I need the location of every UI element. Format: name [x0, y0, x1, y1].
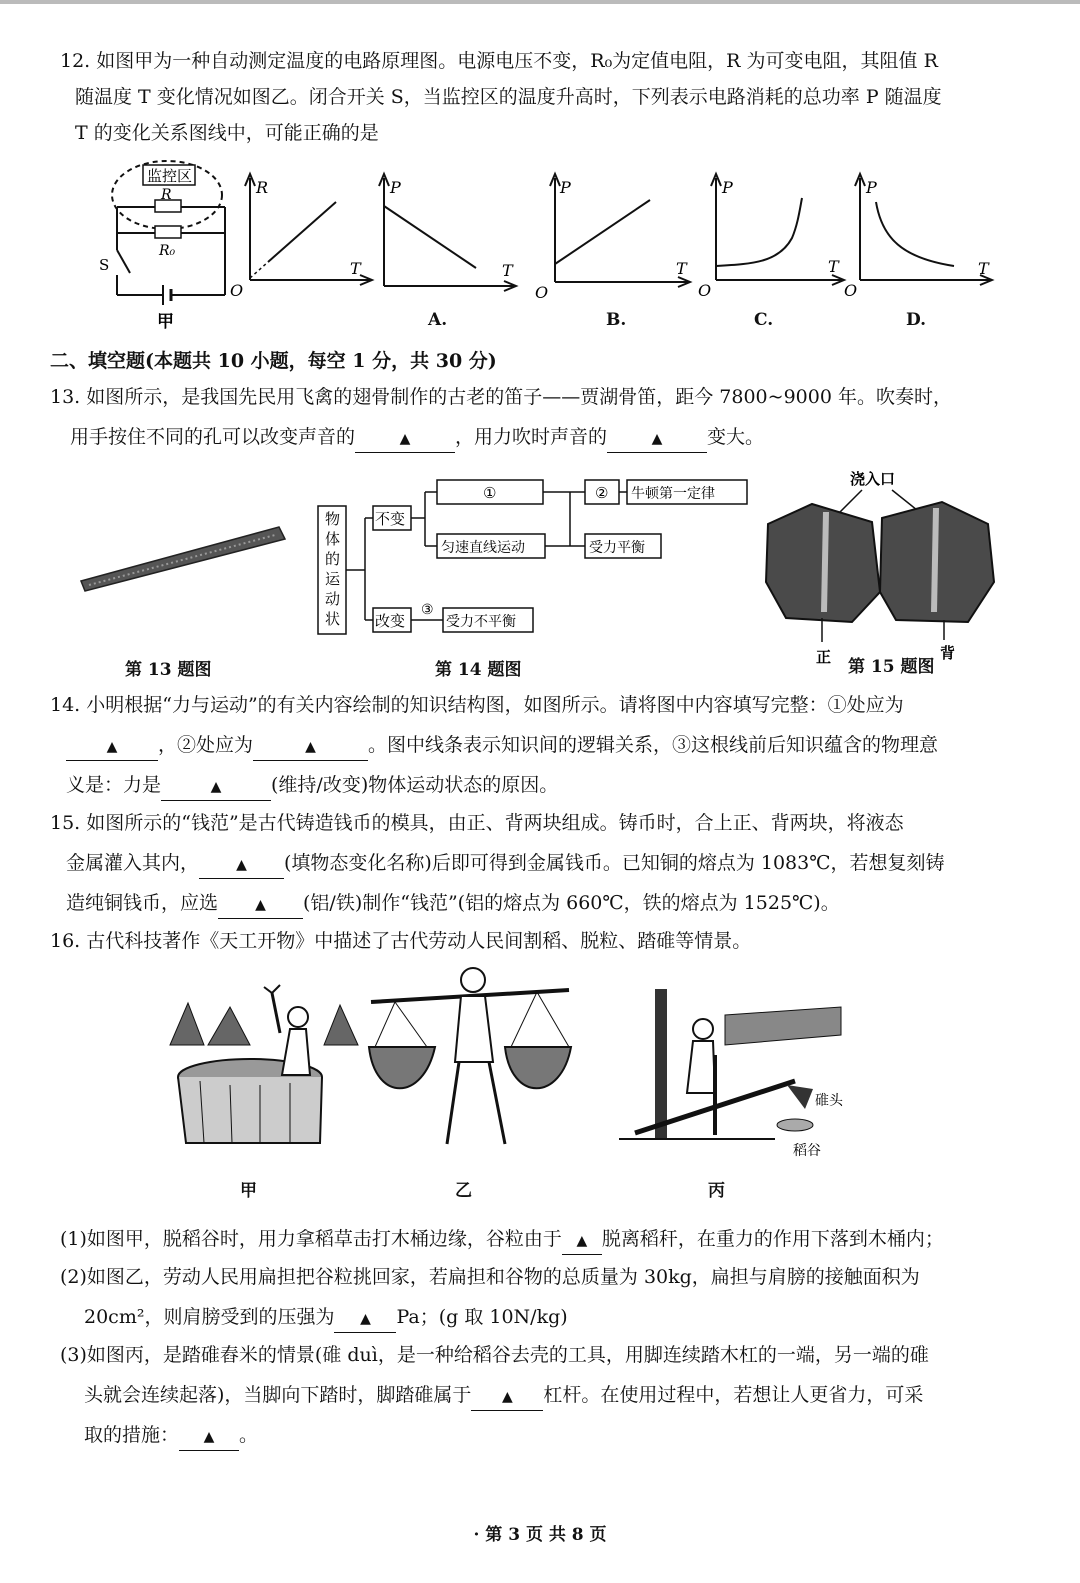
q15-line3: 造纯铜钱币，应选 ▲ (铝/铁)制作“钱范”(铝的熔点为 660℃，铁的熔点为 1525℃)。 [66, 890, 1028, 919]
graph-option-a [372, 168, 522, 298]
q16-p3-line1: (3)如图丙，是踏碓舂米的情景(碓 duì，是一种给稻谷去壳的工具，用脚连续踏木杠的一端，另一端的碓 [60, 1344, 929, 1366]
q15-line1: 15. 如图所示的“钱范”是古代铸造钱币的模具，由正、背两块组成。铸币时，合上正、背两块，将液态 [50, 812, 904, 834]
answer-blank[interactable]: ▲ [607, 424, 707, 453]
q16-p2-line1: (2)如图乙，劳动人民用扁担把谷粒挑回家，若扁担和谷物的总质量为 30kg，扁担与肩膀的接触面积为 [60, 1266, 920, 1288]
svg-text:O: O [844, 281, 858, 300]
svg-text:正: 正 [816, 648, 832, 666]
svg-text:O: O [698, 281, 712, 300]
answer-blank[interactable]: ▲ [179, 1422, 239, 1451]
q14-line3: 义是：力是 ▲ (维持/改变)物体运动状态的原因。 [66, 772, 1028, 801]
option-b-label: B. [606, 310, 627, 330]
answer-blank[interactable]: ▲ [66, 732, 158, 761]
q12-line2: 随温度 T 变化情况如图乙。闭合开关 S，当监控区的温度升高时，下列表示电路消耗的总功率 P 随温度 [75, 86, 942, 108]
svg-text:P: P [560, 178, 571, 197]
root-ch6: 状 [325, 610, 341, 628]
circuit-diagram [95, 155, 240, 330]
svg-text:T: T [676, 259, 687, 278]
answer-blank[interactable]: ▲ [355, 424, 455, 453]
knowledge-structure-diagram [315, 470, 755, 640]
fig-jia-label: 甲 [240, 1181, 257, 1201]
section-title: 二、填空题(本题共 10 小题，每空 1 分，共 30 分) [50, 350, 497, 372]
q15-line2: 金属灌入其内， ▲ (填物态变化名称)后即可得到金属钱币。已知铜的熔点为 1083℃，若想复刻铸 [66, 850, 1028, 879]
root-ch5: 动 [325, 590, 341, 608]
r0-label: R₀ [159, 243, 176, 259]
root-ch4: 运 [325, 570, 341, 588]
option-a-label: A. [428, 310, 448, 330]
svg-text:O: O [230, 281, 244, 300]
svg-text:R: R [256, 178, 269, 197]
svg-text:T: T [350, 259, 361, 278]
svg-text:O: O [535, 283, 549, 302]
coin-mold-image [762, 462, 1002, 672]
q16-p3-line3: 取的措施： ▲ 。 [84, 1422, 1028, 1451]
answer-blank[interactable]: ▲ [199, 850, 284, 879]
svg-text:匀速直线运动: 匀速直线运动 [441, 540, 525, 556]
switch-label: S [99, 256, 110, 274]
monitor-label: 监控区 [147, 167, 193, 185]
q16-p2-line2: 20cm²，则肩膀受到的压强为 ▲ Pa；(g 取 10N/kg) [84, 1304, 1028, 1333]
svg-text:稻谷: 稻谷 [793, 1143, 821, 1159]
q16-p1: (1)如图甲，脱稻谷时，用力拿稻草击打木桶边缘，谷粒由于 ▲ 脱离稻秆，在重力的作用下落到木桶内； [60, 1226, 1028, 1255]
q15-caption: 第 15 题图 [848, 657, 935, 677]
svg-text:T: T [828, 257, 839, 276]
svg-text:P: P [390, 178, 401, 197]
root-ch3: 的 [325, 550, 341, 568]
circuit-caption: 甲 [157, 312, 174, 332]
root-ch2: 体 [325, 530, 341, 548]
svg-text:碓头: 碓头 [815, 1093, 843, 1109]
q14-line2: ▲ ，②处应为 ▲ 。图中线条表示知识间的逻辑关系，③这根线前后知识蕴含的物理意 [66, 732, 1028, 761]
svg-text:P: P [866, 178, 877, 197]
svg-text:②: ② [595, 484, 609, 502]
q13-line2: 用手按住不同的孔可以改变声音的 ▲ ，用力吹时声音的 ▲ 变大。 [70, 424, 1028, 453]
svg-text:①: ① [483, 484, 497, 502]
top-border [0, 0, 1080, 4]
q13-line1: 13. 如图所示，是我国先民用飞禽的翅骨制作的古老的笛子——贾湖骨笛，距今 7800~9000 年。吹奏时， [50, 386, 952, 408]
svg-text:受力不平衡: 受力不平衡 [446, 614, 516, 630]
answer-blank[interactable]: ▲ [253, 732, 368, 761]
root-ch1: 物 [325, 510, 341, 528]
graph-option-b [530, 168, 690, 302]
q12-line1: 12. 如图甲为一种自动测定温度的电路原理图。电源电压不变，R₀为定值电阻，R 为可变电阻，其阻值 R [60, 50, 938, 72]
svg-text:③: ③ [421, 602, 434, 618]
page-footer: · 第 3 页 共 8 页 [473, 1525, 607, 1545]
svg-text:T: T [502, 261, 513, 280]
answer-blank[interactable]: ▲ [562, 1226, 602, 1255]
svg-text:T: T [978, 259, 989, 278]
answer-blank[interactable]: ▲ [471, 1382, 543, 1411]
q16-line1: 16. 古代科技著作《天工开物》中描述了古代劳动人民间割稻、脱粒、踏碓等情景。 [50, 930, 752, 952]
q13-caption: 第 13 题图 [125, 660, 212, 680]
bone-flute-image [75, 515, 290, 595]
carrying-pole-illustration [365, 962, 575, 1162]
answer-blank[interactable]: ▲ [161, 772, 271, 801]
q12-line3: T 的变化关系图线中，可能正确的是 [75, 122, 379, 144]
pestle-illustration [615, 985, 855, 1160]
graph-option-c [694, 168, 844, 298]
q16-p3-line2: 头就会连续起落)，当脚向下踏时，脚踏碓属于 ▲ 杠杆。在使用过程中，若想让人更省力，可采 [84, 1382, 1028, 1411]
svg-text:P: P [722, 178, 733, 197]
svg-text:受力平衡: 受力平衡 [589, 540, 645, 556]
fig-bing-label: 丙 [708, 1181, 725, 1201]
graph-R-T [228, 168, 378, 298]
option-d-label: D. [906, 310, 927, 330]
svg-text:牛顿第一定律: 牛顿第一定律 [631, 486, 715, 502]
svg-text:浇入口: 浇入口 [850, 470, 896, 488]
svg-text:不变: 不变 [375, 510, 406, 528]
fig-yi-label: 乙 [455, 1181, 472, 1201]
q14-line1: 14. 小明根据“力与运动”的有关内容绘制的知识结构图，如图所示。请将图中内容填写完整：①处应为 [50, 694, 904, 716]
answer-blank[interactable]: ▲ [334, 1304, 396, 1333]
q14-caption: 第 14 题图 [435, 660, 522, 680]
threshing-illustration [160, 985, 360, 1160]
r-label: R [161, 187, 172, 203]
graph-option-d [846, 168, 996, 298]
svg-text:改变: 改变 [375, 612, 406, 630]
svg-text:背: 背 [940, 644, 956, 662]
option-c-label: C. [754, 310, 774, 330]
answer-blank[interactable]: ▲ [218, 890, 303, 919]
